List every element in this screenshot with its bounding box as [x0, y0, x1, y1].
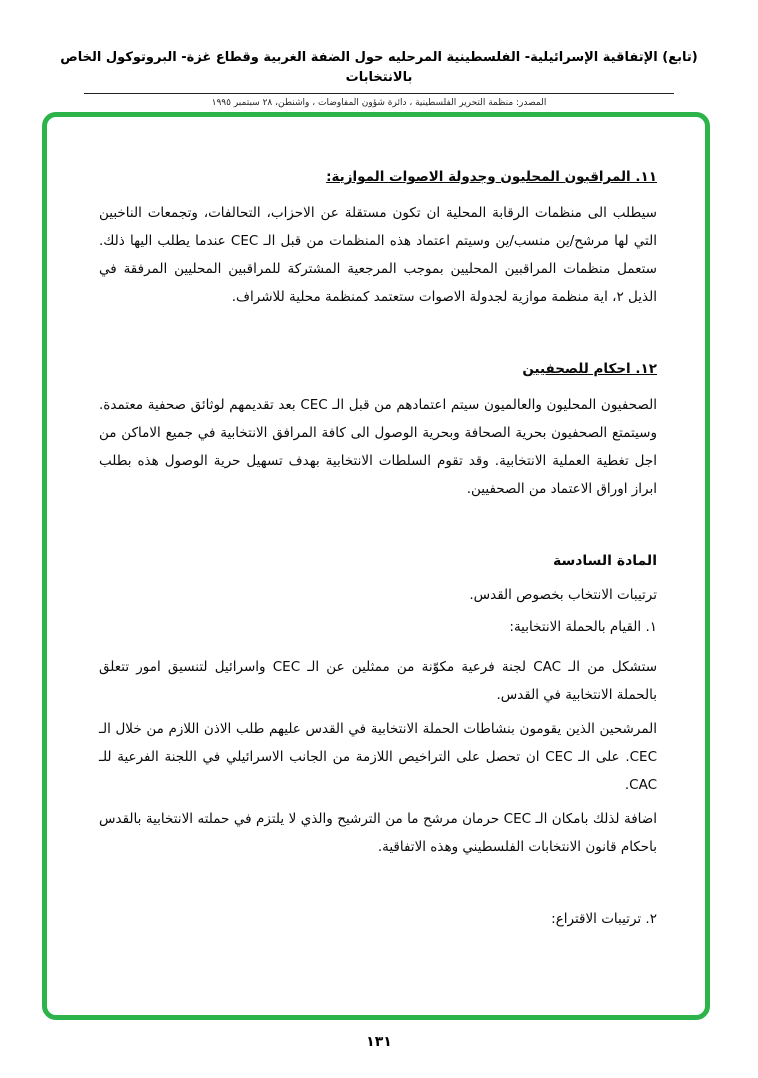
- header-divider: [84, 93, 674, 94]
- item-1-paragraph-3: اضافة لذلك بامكان الـ CEC حرمان مرشح ما من الترشيح والذي لا يلتزم في حملته الانتخابية بالقدس باحكام قانون الانتخابات الفلسطيني وهذه الاتفاقية.: [99, 811, 657, 855]
- page-number: ١٣١: [366, 1034, 392, 1050]
- document-header: [0, 0, 758, 110]
- article-6-title: المادة السادسة: [552, 553, 657, 569]
- section-11-heading: ١١. المراقبون المحليون وجدولة الاصوات الموازية:: [326, 169, 657, 185]
- header-title: (تابع) الإتفاقية الإسرائيلية- الفلسطينية المرحليه حول الضفة الغربية وقطاع غزة- البروتوكول الخاص بالانتخابات: [60, 50, 698, 85]
- item-1-paragraph-2: المرشحين الذين يقومون بنشاطات الحملة الانتخابية في القدس عليهم طلب الاذن اللازم من خلال الـ CEC. على الـ CEC ان تحصل على التراخيص اللازمة من الجانب الاسرائيلي في اللجنة الفرعية للـ CAC.: [99, 721, 657, 793]
- document-body: [47, 117, 705, 933]
- section-12-paragraph: الصحفيون المحليون والعالميون سيتم اعتمادهم من قبل الـ CEC بعد تقديمهم لوثائق صحفية معتمدة. وسيتمتع الصحفيون بحرية الصحافة وبحرية الوصول الى كافة المرافق الانتخابية في جميع الاماكن من اجل تغطية العملية الانتخابية. وقد تقوم السلطات الانتخابية بهدف تسهيل حرية الوصول هذه بطلب ابراز اوراق الاعتماد من الصحفيين.: [99, 397, 657, 497]
- item-1-paragraph-1: ستشكل من الـ CAC لجنة فرعية مكوّنة من ممثلين عن الـ CEC واسرائيل لتنسيق امور تتعلق بالحملة الانتخابية في القدس.: [99, 659, 658, 703]
- section-11-paragraph: سيطلب الى منظمات الرقابة المحلية ان تكون مستقلة عن الاحزاب، التحالفات، وتجمعات الناخبين التي لها مرشح/ين منسب/ين وسيتم اعتماد هذه المنظمات من قبل الـ CEC عندما يطلب اليها ذلك. ستعمل منظمات المراقبين المحليين بموجب المرجعية المشتركة للمراقبين المحليين المرفقة في الذيل ٢، اية منظمة موازية لجدولة الاصوات ستعتمد كمنظمة محلية للاشراف.: [99, 205, 657, 305]
- item-2-heading: ٢. ترتيبات الاقتراع:: [551, 911, 657, 927]
- green-border-frame: [42, 112, 710, 1020]
- article-6-subtitle: ترتيبات الانتخاب بخصوص القدس.: [469, 587, 657, 603]
- section-12-heading: ١٢. احكام للصحفيين: [522, 361, 657, 377]
- item-1-heading: ١. القيام بالحملة الانتخابية:: [509, 619, 657, 635]
- header-source-line: المصدر: منظمة التحرير الفلسطينية ، دائرة شؤون المفاوضات ، واشنطن، ٢٨ سبتمبر ١٩٩٥: [211, 98, 547, 108]
